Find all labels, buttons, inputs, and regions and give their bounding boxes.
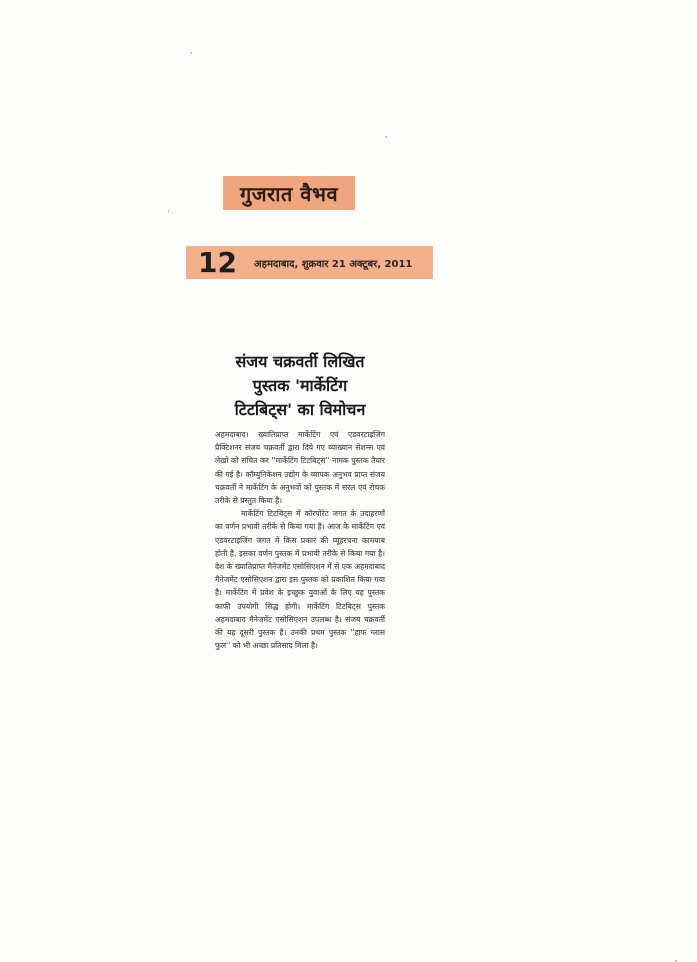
masthead-title: गुजरात वैभव bbox=[239, 181, 339, 206]
headline-line: संजय चक्रवर्ती लिखित bbox=[235, 352, 365, 371]
scan-speck bbox=[168, 210, 169, 213]
article-paragraph: अहमदाबाद। ख्यातिप्राप्त मार्केटिंग एवं एडवरटाइजिंग प्रैक्टिशनर संजय चक्रवर्ती द्वारा दिये गए व्याख्यान सेशन्स एवं लेखों को संचित कर ''मार्केटिंग टिटबिट्स'' नामक पुस्तक तैयार की गई है। कॉम्युनिकेशन उद्योग के व्यापक अनुभव प्राप्त संजय चक्रवर्ती ने मार्केटिंग के अनुभवों को पुस्तक में सरल एवं रोचक तरीके से प्रस्तुत किया है। bbox=[215, 430, 385, 506]
news-article bbox=[215, 350, 385, 652]
article-paragraph: मार्केटिंग टिटबिट्स में कॉरपोरेट जगत के उदाहरणों का वर्णन प्रभावी तरीके से किया गया है। आज के मार्केटिंग एवं एडवरटाइजिंग जगत में किस प्रकार की व्यूहरचना कामयाब होती है, इसका वर्णन पुस्तक में प्रभावी तरीके से किया गया है। देश के ख्यातिप्राप्त मैनेजमेंट एसोसिएशन में से एक अहमदाबाद मैनेजमेंट एसोसिएशन द्वारा इस पुस्तक को प्रकाशित किया गया है। मार्केटिंग में प्रवेश के इच्छुक युवाओं के लिए यह पुस्तक काफी उपयोगी सिद्ध होगी। मार्केटिंग टिटबिट्स पुस्तक अहमदाबाद मैनेजमेंट एसोसिएशन उपलब्ध है। संजय चक्रवर्ती की यह दूसरी पुस्तक है। उनकी प्रथम पुस्तक ''हाफ ग्लास फुल'' को भी अच्छा प्रतिसाद मिला है। bbox=[215, 509, 385, 651]
article-body bbox=[215, 428, 385, 652]
newspaper-masthead bbox=[223, 176, 355, 210]
scan-speck bbox=[190, 52, 192, 54]
page-header-band bbox=[186, 246, 433, 279]
headline-line: पुस्तक 'मार्केटिंग bbox=[252, 376, 348, 395]
article-headline bbox=[211, 350, 389, 422]
scan-speck bbox=[385, 136, 387, 138]
headline-line: टिटबिट्स' का विमोचन bbox=[234, 400, 366, 419]
page-number: 12 bbox=[198, 246, 237, 279]
dateline: अहमदाबाद, शुक्रवार 21 अक्टूबर, 2011 bbox=[254, 258, 413, 270]
